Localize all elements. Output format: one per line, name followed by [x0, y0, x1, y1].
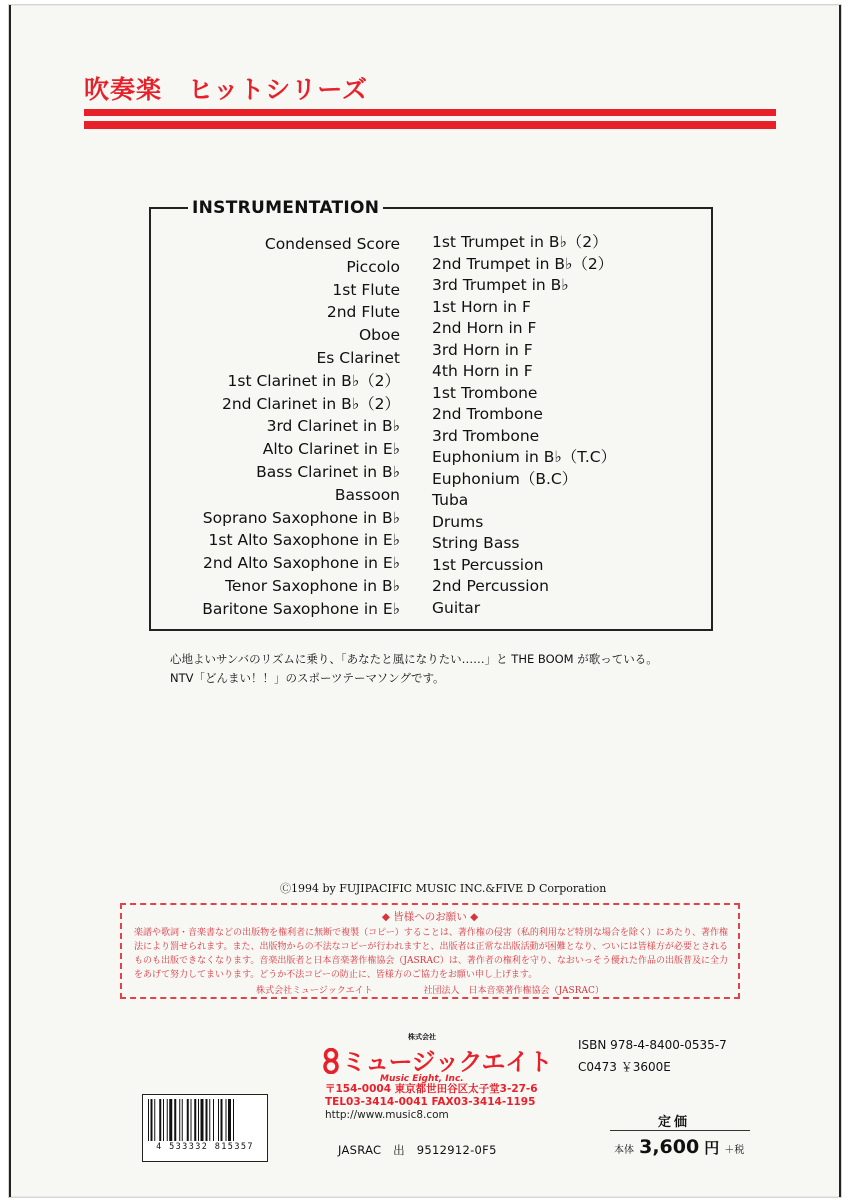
description-line: 心地よいサンバのリズムに乗り、「あなたと風になりたい……」と THE BOOM が歌っている。	[170, 652, 658, 666]
instrument-item: Euphonium（B.C）	[432, 469, 578, 488]
instrument-item: Bass Clarinet in B♭	[256, 462, 400, 481]
instrument-item: 4th Horn in F	[432, 362, 533, 380]
copyright-notice	[120, 903, 740, 999]
publisher-address	[325, 1083, 538, 1122]
instrument-item: Alto Clarinet in E♭	[262, 440, 400, 459]
logo-subtitle: Music Eight, Inc.	[380, 1074, 464, 1084]
instrument-item: 2nd Trombone	[432, 405, 543, 423]
instrument-item: 1st Trumpet in B♭（2）	[432, 233, 608, 251]
instrument-item: Es Clarinet	[316, 348, 400, 367]
price	[614, 1136, 744, 1158]
logo-eight-icon	[320, 1048, 342, 1074]
instrument-item: 1st Trombone	[432, 383, 538, 402]
instrument-list-left	[150, 233, 400, 621]
price-label: 定価	[658, 1115, 691, 1130]
logo-mark	[320, 1042, 552, 1077]
price-yen: 円	[704, 1139, 720, 1157]
instrument-item: 2nd Clarinet in B♭（2）	[222, 394, 400, 413]
logo-text: ミュージックエイト	[342, 1048, 553, 1076]
logo-kaisha: 株式会社	[408, 1033, 436, 1041]
instrument-item: 2nd Trumpet in B♭（2）	[432, 254, 614, 273]
price-divider	[610, 1130, 750, 1131]
copyright-line: Ⓒ1994 by FUJIPACIFIC MUSIC INC.&FIVE D Corporation	[280, 882, 607, 895]
price-prefix: 本体	[614, 1145, 634, 1156]
instrument-item: 1st Clarinet in B♭（2）	[227, 371, 400, 390]
instrument-item: Condensed Score	[264, 235, 400, 253]
instrument-item: Tuba	[432, 491, 469, 509]
instrument-item: Drums	[432, 512, 484, 531]
instrument-item: 2nd Horn in F	[432, 319, 537, 337]
red-rule-top	[84, 109, 776, 116]
instrument-item: Soprano Saxophone in B♭	[202, 508, 400, 527]
instrument-item: 1st Flute	[332, 280, 400, 299]
price-amount: 3,600	[639, 1136, 700, 1158]
isbn-block	[578, 1034, 727, 1078]
instrument-list-right	[432, 232, 702, 619]
instrument-item: 1st Horn in F	[432, 297, 531, 316]
red-rule-bottom	[84, 121, 776, 129]
jasrac-number: JASRAC 出 9512912-0F5	[338, 1143, 497, 1157]
notice-title: ◆ 皆様へのお願い ◆	[381, 911, 479, 923]
instrument-item: Bassoon	[334, 485, 400, 504]
barcode	[142, 1094, 268, 1162]
instrument-item: 1st Alto Saxophone in E♭	[208, 531, 400, 550]
instrument-item: Guitar	[432, 598, 481, 617]
series-title: 吹奏楽 ヒットシリーズ	[84, 75, 369, 104]
description-line: NTV「どんまい！！」のスポーツテーマソングです。	[170, 671, 445, 685]
classification-code: C0473 ￥3600E	[578, 1060, 671, 1074]
instrument-item: Tenor Saxophone in B♭	[225, 576, 400, 595]
instrumentation-title: INSTRUMENTATION	[188, 198, 383, 218]
instrument-item: 3rd Clarinet in B♭	[266, 417, 400, 436]
instrument-item: 3rd Horn in F	[432, 340, 533, 359]
barcode-bars	[148, 1099, 262, 1141]
instrument-item: String Bass	[432, 534, 520, 552]
notice-publisher: 株式会社ミュージックエイト	[256, 986, 373, 996]
instrument-item: 3rd Trombone	[432, 426, 540, 445]
instrument-item: Euphonium in B♭（T.C）	[432, 448, 617, 466]
instrument-item: 2nd Alto Saxophone in E♭	[203, 554, 400, 573]
instrument-item: Oboe	[358, 326, 400, 345]
instrument-item: Baritone Saxophone in E♭	[202, 599, 400, 618]
notice-body: 楽譜や歌詞・音楽書などの出版物を権利者に無断で複製（コピー）することは、著作権の侵害（私的利用など特別な場合を除く）にあたり、著作権法により罰せられます。また、出版物からの不法なコピーが行われますと、出版者は正常な出版活動が困難となり、ついには皆様方が必要とされるものも出版できなくなります。音楽出版者と日本音楽著作権協会（JASRAC）は、著作者の権利を守り、なおいっそう優れた作品の出版普及に全力をあげて努力してまいります。どうか不法コピーの防止に、皆様方のご協力をお願い申し上げます。	[134, 928, 728, 980]
tel-fax-line: TEL03-3414-0041 FAX03-3414-1195	[325, 1096, 536, 1108]
price-tax: ＋税	[724, 1145, 745, 1156]
notice-footer	[122, 983, 738, 996]
barcode-number: 4 533332 815357	[156, 1142, 254, 1152]
website-link[interactable]: http://www.music8.com	[325, 1109, 449, 1121]
instrument-item: Piccolo	[346, 257, 400, 276]
instrument-item: 2nd Percussion	[432, 577, 549, 595]
notice-association: 社団法人 日本音楽著作権協会（JASRAC）	[423, 986, 604, 996]
description	[170, 650, 730, 688]
address-line: 〒154-0004 東京都世田谷区太子堂3-27-6	[325, 1083, 538, 1095]
isbn-number: ISBN 978-4-8400-0535-7	[578, 1038, 727, 1052]
instrument-item: 2nd Flute	[326, 303, 400, 322]
instrument-item: 1st Percussion	[432, 555, 544, 574]
instrument-item: 3rd Trumpet in B♭	[432, 276, 569, 294]
